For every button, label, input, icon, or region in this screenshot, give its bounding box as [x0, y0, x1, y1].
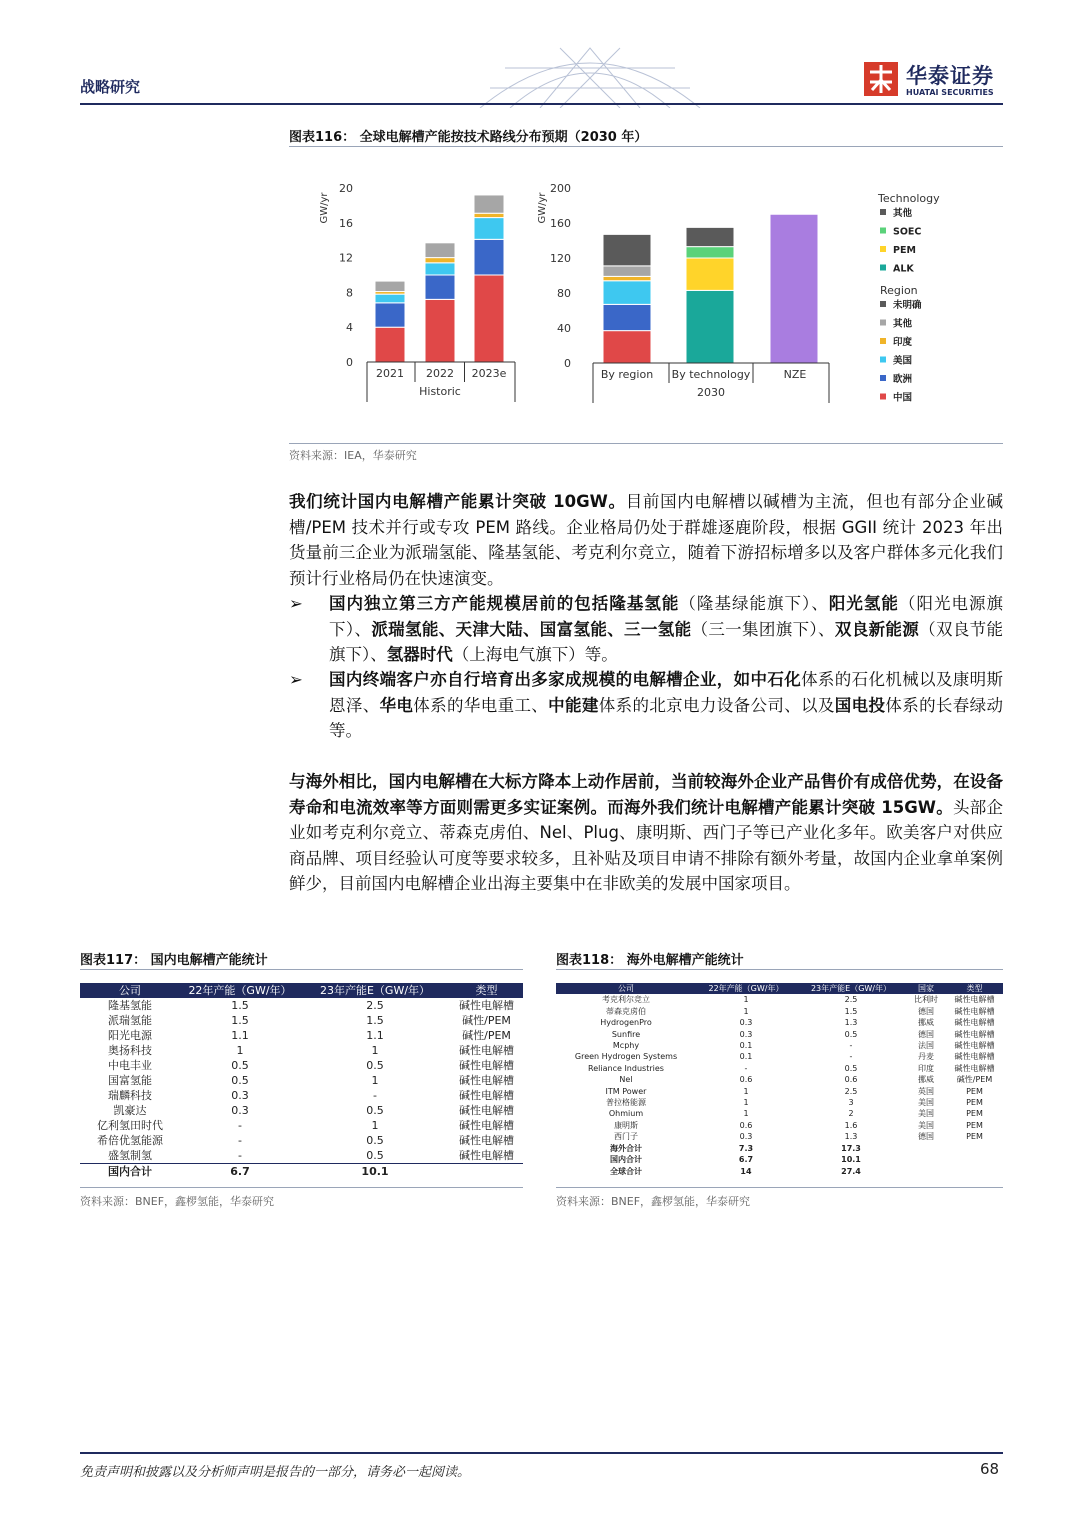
table-cell: 碱性电解槽 [459, 1089, 514, 1102]
bar-segment [375, 281, 405, 291]
bar-segment [425, 299, 455, 362]
b2-run-1: 体系的石化机械以及康明斯恩泽、 [329, 670, 1004, 715]
domestic-capacity-table [80, 983, 523, 1179]
paragraph-overseas [289, 769, 1003, 897]
table-cell: 美国 [918, 1109, 934, 1119]
x-tick-label: 2021 [376, 367, 404, 380]
table-cell: 0.5 [366, 1059, 384, 1072]
paragraph-domestic-lead: 我们统计国内电解槽产能累计突破 10GW。 [289, 492, 626, 511]
y-tick-label: 20 [339, 182, 353, 195]
table-row [80, 1118, 523, 1133]
table-cell [946, 1143, 1003, 1154]
table-row [556, 1108, 1003, 1119]
table-cell [906, 1154, 946, 1165]
bar-segment [375, 294, 405, 303]
table-cell: 蒂森克虏伯 [606, 1006, 646, 1016]
bar-segment [375, 303, 405, 327]
bar-segment [474, 218, 504, 240]
table-cell: 海外合计 [610, 1143, 642, 1153]
table-row [556, 1131, 1003, 1142]
table-cell: 碱性/PEM [956, 1075, 993, 1085]
table-cell: Green Hydrogen Systems [574, 1052, 678, 1062]
y-tick-label: 80 [557, 287, 571, 300]
column-header: 类型 [450, 983, 523, 998]
total-row [556, 1166, 1003, 1177]
table-cell: 17.3 [841, 1143, 861, 1153]
table-cell: 碱性电解槽 [459, 1104, 514, 1117]
b1-run-1: （隆基绿能旗下）、 [679, 594, 829, 613]
table-cell: 3 [848, 1098, 854, 1108]
table-cell: 0.1 [739, 1041, 753, 1051]
table-cell: 碱性电解槽 [954, 1041, 995, 1051]
b2-run-4: 中能建 [548, 695, 599, 715]
table-cell: 10.1 [841, 1155, 861, 1165]
table-cell: 康明斯 [614, 1120, 638, 1130]
header-rule [80, 103, 1003, 105]
table-cell: 7.3 [738, 1143, 754, 1153]
y-tick-label: 16 [339, 216, 353, 230]
table-cell: - [849, 1041, 853, 1051]
y-tick-label: 4 [346, 321, 353, 335]
table-cell: ITM Power [605, 1086, 647, 1096]
table-cell: - [744, 1063, 748, 1073]
paragraph-domestic-text: 目前国内电解槽以碱槽为主流，但也有部分企业碱槽/PEM 技术并行或专攻 PEM 路线。企业格局仍处于群雄逐鹿阶段，根据 GGII 统计 2023 年出货量前三企业为派瑞氢能、隆基氢能、考克利尔竞立，随着下游招标增多以及客户群体多元化我们预计行业格局仍在快速演变。 [289, 492, 1003, 588]
table-cell: 丹麦 [918, 1052, 934, 1062]
table-cell [946, 1154, 1003, 1165]
overseas-capacity-table [556, 983, 1003, 1177]
table-cell: 1.1 [366, 1029, 384, 1042]
bullet-arrow-icon: ➢ [289, 670, 303, 689]
x-tick-label: By region [600, 368, 654, 381]
group-label: 2030 [697, 386, 725, 399]
table-cell: 派瑞氢能 [108, 1014, 152, 1027]
bar-segment [686, 258, 734, 290]
table-cell: 德国 [918, 1132, 934, 1142]
table-cell: 全球合计 [610, 1166, 642, 1176]
fig116-title: 图表116： 全球电解槽产能按技术路线分布预期（2030 年） [289, 130, 648, 145]
table-cell: 比利时 [914, 995, 938, 1005]
table-cell: 挪威 [918, 1018, 934, 1028]
table-cell: 美国 [918, 1120, 934, 1130]
table-cell: 1 [371, 1119, 379, 1132]
y-tick-label: 40 [557, 322, 571, 335]
x-tick-label: 2023e [471, 367, 507, 380]
table-cell: 希倍优氢能源 [97, 1134, 163, 1147]
table-cell: 27.4 [841, 1166, 861, 1176]
legend-swatch [880, 228, 886, 234]
table-cell: 阳光电源 [108, 1029, 152, 1042]
table-cell: 法国 [918, 1041, 934, 1051]
table-cell: 1.1 [231, 1029, 249, 1042]
table-cell: 碱性/PEM [462, 1014, 511, 1027]
table-cell: 国内合计 [610, 1155, 642, 1165]
bar-segment [603, 331, 651, 363]
table-cell: 碱性电解槽 [954, 1006, 995, 1016]
table-cell: 1.5 [366, 1014, 384, 1027]
table-cell: 1 [743, 995, 749, 1005]
group-label: Historic [419, 385, 461, 398]
y-tick-label: 8 [346, 286, 353, 300]
table-cell: 0.6 [739, 1120, 753, 1130]
table-row [556, 1029, 1003, 1040]
table-cell: 0.6 [739, 1075, 753, 1085]
table-cell: Mcphy [612, 1041, 640, 1051]
y-tick-label: 120 [550, 252, 571, 265]
bar-segment [686, 247, 734, 258]
fig116-source: 资料来源：IEA，华泰研究 [289, 449, 417, 462]
table-cell: 英国 [918, 1086, 934, 1096]
b1-run-3: （阳光电源旗下）、 [329, 594, 1004, 639]
chart-historic [319, 182, 515, 402]
y-tick-label: 0 [346, 356, 353, 369]
table-cell: 隆基氢能 [108, 999, 152, 1012]
table-cell: 0.5 [231, 1074, 249, 1087]
table-cell: 普拉格能源 [606, 1098, 646, 1108]
table-cell: 1.6 [844, 1120, 858, 1130]
table-cell: PEM [966, 1086, 983, 1096]
table-cell: PEM [966, 1120, 983, 1130]
logo-en: HUATAI SECURITIES [906, 88, 994, 97]
table-row [80, 1013, 523, 1028]
bullet-endclients [289, 667, 1003, 744]
table-row [80, 1148, 523, 1164]
table-cell: 德国 [918, 1006, 934, 1016]
table-cell: 1 [743, 1109, 749, 1119]
table-cell: 碱性电解槽 [954, 1029, 995, 1039]
b1-run-6: 双良新能源 [834, 619, 920, 639]
bar-segment [686, 227, 734, 246]
fig117-source: 资料来源：BNEF，鑫椤氢能，华泰研究 [80, 1195, 275, 1208]
y-tick-label: 12 [339, 251, 353, 265]
table-cell: 1.3 [844, 1132, 858, 1142]
legend-item: 中国 [893, 392, 913, 404]
table-row [556, 1006, 1003, 1017]
table-cell: 0.5 [366, 1149, 384, 1162]
legend-swatch [880, 320, 886, 326]
legend-swatch [880, 357, 886, 363]
bar-segment [603, 266, 651, 277]
page-number: 68 [980, 1460, 1000, 1478]
table-row [80, 998, 523, 1013]
fig117-bottom-rule [80, 1187, 523, 1188]
b2-run-3: 体系的华电重工、 [413, 695, 549, 715]
footer-rule [80, 1452, 1003, 1454]
table-cell [906, 1166, 946, 1177]
legend-swatch [880, 209, 886, 215]
column-header: 公司 [556, 983, 696, 994]
table-cell: 0.5 [844, 1063, 858, 1073]
table-cell: 奥扬科技 [108, 1044, 152, 1057]
bullet-independent-text [329, 591, 1003, 668]
table-row [556, 994, 1003, 1005]
b2-run-0: 国内终端客户亦自行培育出多家成规模的电解槽企业，如中石化 [329, 670, 802, 689]
total-row [556, 1154, 1003, 1165]
table-cell: 碱性/PEM [462, 1029, 511, 1042]
table-cell: 国富氢能 [108, 1074, 152, 1087]
legend-item: ALK [893, 263, 914, 275]
table-row [80, 1073, 523, 1088]
table-cell: - [238, 1134, 242, 1147]
paragraph-overseas-lead: 与海外相比，国内电解槽在大标方降本上动作居前，当前较海外企业产品售价有成倍优势，在设备寿命和电流效率等方面则需更多实证案例。而海外我们统计电解槽产能累计突破 15GW。 [289, 772, 1003, 817]
legend-item: 其他 [893, 318, 913, 330]
table-cell: 碱性电解槽 [459, 1059, 514, 1072]
column-header: 23年产能E（GW/年） [796, 983, 906, 994]
bar-segment [425, 243, 455, 258]
legend-item: 未明确 [893, 300, 922, 311]
section-label: 战略研究 [80, 78, 141, 96]
table-row [80, 1043, 523, 1058]
table-cell: 盛氢制氢 [108, 1149, 152, 1162]
chart-legend [877, 192, 940, 404]
table-cell: - [238, 1149, 242, 1162]
column-header: 23年产能E（GW/年） [300, 983, 450, 998]
table-cell: 0.5 [366, 1104, 384, 1117]
fig118-top-rule [556, 969, 1003, 970]
legend-item: 欧洲 [893, 374, 913, 385]
legend-item: 印度 [893, 337, 913, 348]
table-cell: 国内合计 [80, 1164, 180, 1180]
table-row [556, 1040, 1003, 1051]
b2-run-7: 体系的长春绿动等。 [329, 695, 1004, 740]
table-row [80, 1058, 523, 1073]
table-cell: 德国 [918, 1029, 934, 1039]
table-cell: 2.5 [844, 1086, 858, 1096]
table-cell: 1 [371, 1074, 379, 1087]
table-cell: 10.1 [300, 1164, 450, 1180]
table-cell: 0.5 [366, 1134, 384, 1147]
fig116-chart [289, 150, 1003, 440]
table-cell: Ohmium [608, 1109, 644, 1119]
table-cell: 碱性电解槽 [459, 1074, 514, 1087]
table-row [556, 1086, 1003, 1097]
table-cell: 1 [743, 1006, 749, 1016]
y-axis-label: GW/yr [537, 192, 548, 224]
legend-swatch [880, 375, 886, 381]
logo-cn: 华泰证券 [906, 64, 994, 88]
fig116-bottom-rule [289, 443, 1003, 444]
company-logo [862, 60, 1002, 100]
table-cell: PEM [966, 1098, 983, 1108]
bar-segment [425, 263, 455, 275]
legend-swatch [880, 301, 886, 307]
globe-decoration [470, 38, 710, 108]
table-cell: 0.3 [739, 1132, 753, 1142]
table-cell: Reliance Industries [588, 1063, 664, 1073]
bar-segment [474, 195, 504, 213]
table-cell: 1.5 [231, 1014, 249, 1027]
table-cell: 碱性电解槽 [954, 995, 995, 1005]
table-cell: - [238, 1119, 242, 1132]
table-cell: PEM [966, 1109, 983, 1119]
fig117-top-rule [80, 969, 523, 970]
table-cell: 2 [848, 1109, 854, 1119]
fig118-bottom-rule [556, 1187, 1003, 1188]
paragraph-overseas-text: 头部企业如考克利尔竞立、蒂森克虏伯、Nel、Plug、康明斯、西门子等已产业化多年。欧美客户对供应商品牌、项目经验认可度等要求较多，且补贴及项目申请不排除有额外考量，故国内企业拿单案例鲜少，目前国内电解槽企业出海主要集中在非欧美的发展中国家项目。 [289, 797, 1004, 893]
table-cell: 碱性电解槽 [954, 1018, 995, 1028]
table-cell: 碱性电解槽 [954, 1052, 995, 1062]
b1-run-9: （上海电气旗下）等。 [452, 645, 618, 664]
table-cell: 亿利氢田时代 [97, 1119, 163, 1132]
table-cell: - [373, 1089, 377, 1102]
table-row [80, 1133, 523, 1148]
table-cell: 1 [743, 1086, 749, 1096]
column-header: 22年产能（GW/年） [180, 983, 300, 998]
column-header: 国家 [906, 983, 946, 994]
table-cell: - [849, 1052, 853, 1062]
table-cell: 考克利尔竞立 [602, 995, 650, 1005]
bar-segment [603, 304, 651, 330]
table-cell: 0.5 [844, 1029, 858, 1039]
table-row [80, 1088, 523, 1103]
legend-swatch [880, 338, 886, 344]
table-cell [946, 1166, 1003, 1177]
table-cell: HydrogenPro [600, 1018, 652, 1028]
bullet-endclients-text [329, 667, 1003, 744]
legend-swatch [880, 394, 886, 400]
legend-swatch [880, 246, 886, 252]
table-cell: 碱性电解槽 [954, 1063, 995, 1073]
bar-segment [425, 258, 455, 263]
table-cell: 1 [236, 1044, 244, 1057]
y-tick-label: 0 [564, 357, 571, 370]
table-row [80, 1028, 523, 1043]
table-cell: 2.5 [366, 999, 384, 1012]
fig118-title: 图表118： 海外电解槽产能统计 [556, 953, 744, 968]
legend-swatch [880, 265, 886, 271]
table-cell [906, 1143, 946, 1154]
table-cell: 0.3 [231, 1104, 249, 1117]
table-cell: 碱性电解槽 [459, 1134, 514, 1147]
y-tick-label: 160 [550, 217, 571, 230]
total-row [556, 1143, 1003, 1154]
table-cell: 美国 [918, 1098, 934, 1108]
legend-title-region: Region [880, 284, 918, 297]
table-row [556, 1017, 1003, 1028]
x-tick-label: NZE [783, 368, 807, 381]
table-cell: 碱性电解槽 [459, 999, 514, 1012]
b2-run-5: 体系的北京电力设备公司、以及 [598, 695, 835, 715]
bullet-arrow-icon: ➢ [289, 594, 303, 613]
table-cell: 0.1 [739, 1052, 753, 1062]
total-row [80, 1164, 523, 1180]
table-cell: 凯豪达 [113, 1104, 147, 1117]
legend-item: 其他 [893, 208, 913, 219]
footer-disclaimer: 免责声明和披露以及分析师声明是报告的一部分，请务必一起阅读。 [80, 1465, 471, 1480]
table-cell: 瑞麟科技 [108, 1089, 152, 1102]
column-header: 22年产能（GW/年） [696, 983, 796, 994]
b1-run-4: 派瑞氢能、天津大陆、国富氢能、三一氢能 [371, 619, 692, 639]
legend-item: SOEC [893, 226, 922, 238]
table-cell: 0.3 [231, 1089, 249, 1102]
table-cell: 0.3 [739, 1029, 753, 1039]
table-cell: 碱性电解槽 [459, 1149, 514, 1162]
table-cell: 2.5 [844, 995, 858, 1005]
bar-segment [474, 275, 504, 362]
table-row [556, 1097, 1003, 1108]
table-cell: 0.3 [739, 1018, 753, 1028]
b2-run-6: 国电投 [834, 695, 886, 715]
fig117-title: 图表117： 国内电解槽产能统计 [80, 953, 268, 968]
table-row [556, 1120, 1003, 1131]
bar-segment [474, 239, 504, 275]
table-cell: 1.3 [844, 1018, 858, 1028]
column-header: 类型 [946, 983, 1003, 994]
table-cell: 6.7 [738, 1155, 754, 1165]
table-cell [450, 1164, 523, 1180]
table-cell: 14 [740, 1166, 752, 1176]
bar-segment [474, 213, 504, 217]
table-cell: Nel [619, 1075, 633, 1085]
bar-segment [603, 276, 651, 280]
table-cell: 碱性电解槽 [459, 1119, 514, 1132]
legend-item: PEM [893, 245, 916, 256]
table-cell: 1 [371, 1044, 379, 1057]
b2-run-2: 华电 [379, 695, 414, 715]
table-cell: 1 [743, 1098, 749, 1108]
logo-mark-icon [862, 60, 900, 98]
table-cell: PEM [966, 1132, 983, 1142]
legend-item: 美国 [893, 355, 913, 367]
y-tick-label: 200 [550, 182, 571, 195]
b1-run-2: 阳光氢能 [828, 594, 899, 613]
bar-segment [425, 275, 455, 299]
x-tick-label: By technology [671, 368, 751, 381]
legend-title-technology: Technology [878, 192, 940, 205]
table-cell: 1.5 [844, 1006, 858, 1016]
table-row [80, 1103, 523, 1118]
table-cell: 1.5 [231, 999, 249, 1012]
bar-segment [603, 281, 651, 305]
bar-segment [375, 327, 405, 362]
bullet-independent [289, 591, 1003, 668]
paragraph-domestic [289, 489, 1003, 591]
y-axis-label: GW/yr [319, 192, 330, 224]
table-cell: Sunfire [611, 1029, 641, 1039]
table-cell: 6.7 [180, 1164, 300, 1180]
table-row [556, 1063, 1003, 1074]
chart-2030 [537, 182, 829, 403]
bar-segment [686, 290, 734, 363]
table-cell: 中电丰业 [108, 1059, 152, 1072]
b1-run-5: （三一集团旗下）、 [691, 619, 835, 639]
column-header: 公司 [80, 983, 180, 998]
b1-run-0: 国内独立第三方产能规模居前的包括隆基氢能 [329, 594, 680, 613]
table-cell: 碱性电解槽 [459, 1044, 514, 1057]
fig116-top-rule [289, 146, 1003, 147]
table-cell: 挪威 [918, 1075, 934, 1085]
table-cell: 0.5 [231, 1059, 249, 1072]
table-cell: 0.6 [844, 1075, 858, 1085]
bar-segment [770, 214, 818, 363]
b1-run-8: 氢器时代 [386, 645, 453, 664]
table-row [556, 1051, 1003, 1062]
fig118-source: 资料来源：BNEF，鑫椤氢能，华泰研究 [556, 1195, 751, 1208]
bar-segment [603, 234, 651, 266]
table-cell: 西门子 [614, 1132, 638, 1142]
b1-run-7: （双良节能旗下）、 [329, 619, 1004, 664]
table-cell: 印度 [918, 1063, 934, 1073]
x-tick-label: 2022 [426, 367, 454, 380]
table-row [556, 1074, 1003, 1085]
